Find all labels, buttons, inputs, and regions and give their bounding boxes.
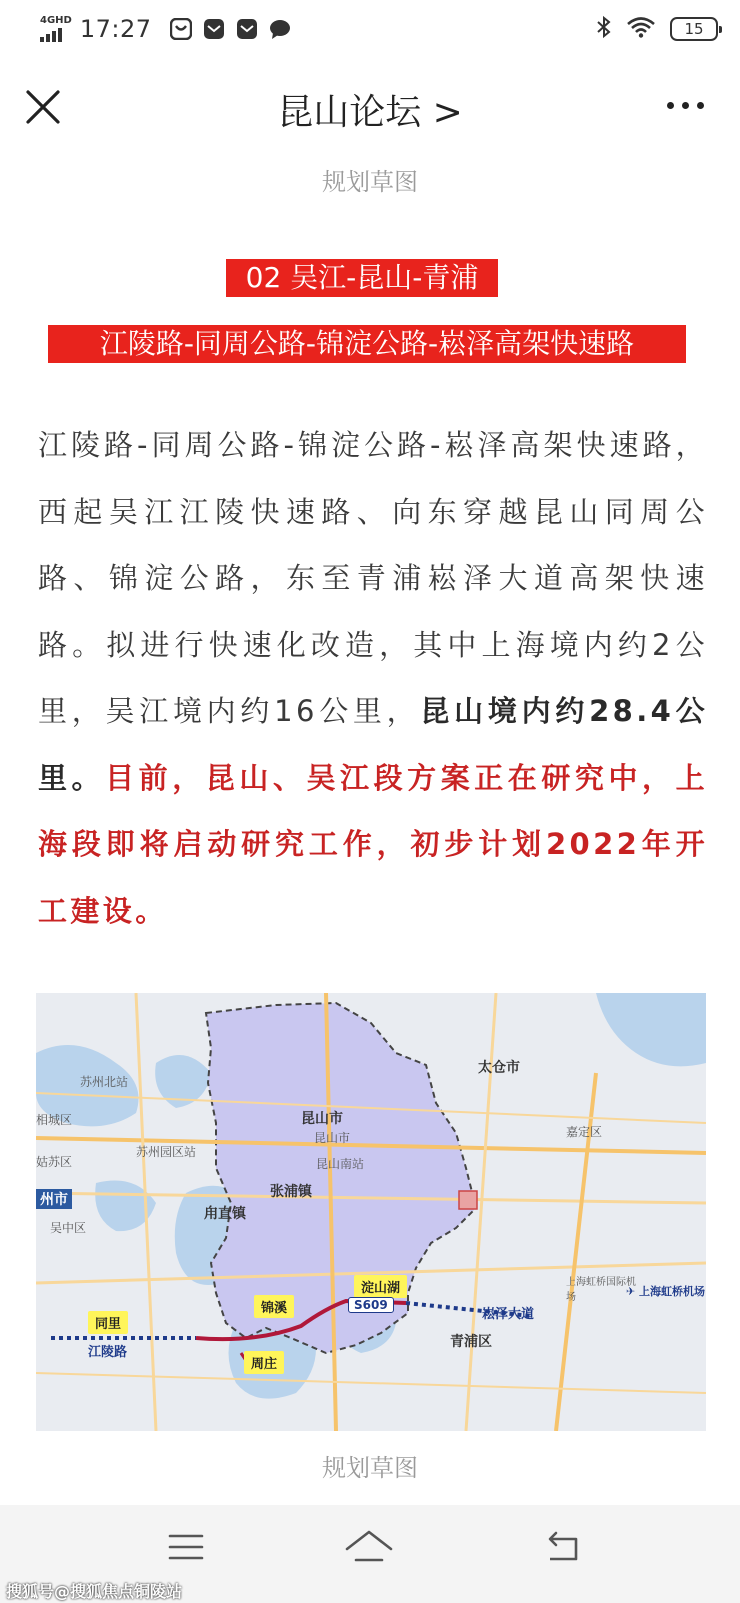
system-nav-bar (0, 1505, 740, 1603)
menu-icon (164, 1527, 208, 1567)
nav-bar (0, 62, 740, 152)
status-time: 17:27 (79, 15, 152, 43)
image-caption-bottom: 规划草图 (322, 1454, 418, 1482)
app-notification-icon (170, 18, 192, 40)
status-bar (0, 0, 740, 58)
map-road-jiangling: 江陵路 (88, 1345, 128, 1360)
cellular-signal-icon (40, 16, 72, 42)
paragraph-red-text: 目前，昆山、吴江段方案正在研究中，上海段即将启动研究工作，初步计划2022年开工建设。 (38, 760, 708, 928)
headline-route: 02 吴江-昆山-青浦 (226, 259, 498, 297)
map-label-qingpu: 青浦区 (450, 1334, 492, 1350)
battery-level: 15 (684, 20, 704, 38)
map-label-yongzhi: 甪直镇 (204, 1206, 246, 1222)
map-label-wuzhong: 吴中区 (50, 1221, 87, 1235)
battery-icon (670, 17, 718, 41)
chat-bubble-icon (269, 18, 291, 40)
image-caption-top: 规划草图 (322, 168, 418, 196)
map-label-suzhou-city: 州市 (36, 1189, 72, 1209)
mail-notification-icon (203, 18, 225, 40)
map-label-suzhou-park: 苏州园区站 (136, 1145, 197, 1159)
map-label-hongqiao-airport: 上海虹桥机场 (639, 1285, 706, 1298)
map-label-kunshan-sub: 昆山市 (314, 1131, 351, 1145)
paragraph-normal-text: 江陵路-同周公路-锦淀公路-崧泽高架快速路，西起吴江江陵快速路、向东穿越昆山同周公路、锦淀公路，东至青浦崧泽大道高架快速路。拟进行快速化改造，其中上海境内约2公里，吴江境内约16公里， (38, 428, 708, 728)
map-tag-dianshanhu: 淀山湖 (354, 1275, 407, 1298)
map-label-kunshan-station: 昆山南站 (316, 1157, 365, 1171)
paragraph-bold-text: 昆山境内约28.4公里。 (38, 694, 708, 795)
article-paragraph (38, 412, 708, 944)
route-map-image (36, 993, 706, 1431)
map-label-jiading: 嘉定区 (566, 1125, 603, 1139)
map-label-hongqiao-icon: ✈ 上海虹桥机场 (626, 1285, 706, 1298)
map-tag-jinxi: 锦溪 (254, 1295, 294, 1318)
map-road-s609: S609 (348, 1297, 394, 1313)
home-icon (344, 1527, 394, 1567)
map-label-suzhou-station: 苏州北站 (80, 1075, 129, 1089)
menu-button[interactable] (164, 1527, 208, 1567)
bluetooth-icon (596, 15, 612, 43)
home-button[interactable] (344, 1527, 388, 1567)
more-options-button[interactable] (667, 102, 704, 109)
map-label-gusu: 姑苏区 (36, 1155, 73, 1169)
watermark: 搜狐号@搜狐焦点铜陵站 (6, 1582, 183, 1601)
map-tag-zhouzhuang: 周庄 (244, 1351, 284, 1374)
wifi-icon (626, 16, 656, 42)
map-label-taicang: 太仓市 (478, 1060, 520, 1076)
back-button[interactable] (540, 1527, 584, 1567)
map-label-xiangcheng: 相城区 (36, 1113, 73, 1127)
headline-roads: 江陵路-同周公路-锦淀公路-崧泽高架快速路 (48, 325, 686, 363)
map-label-hongqiao: 上海虹桥国际机场 (566, 1277, 636, 1303)
map-tag-tongli: 同里 (88, 1311, 128, 1334)
map-road-songze: 崧泽大道 (482, 1307, 535, 1322)
network-type-label: 4GHD (40, 15, 72, 26)
map-label-kunshan: 昆山市 (301, 1111, 343, 1127)
back-icon (540, 1527, 584, 1567)
mail-notification-icon-2 (236, 18, 258, 40)
page-title[interactable]: 昆山论坛 > (277, 92, 463, 133)
map-label-zhangpu: 张浦镇 (270, 1184, 312, 1200)
